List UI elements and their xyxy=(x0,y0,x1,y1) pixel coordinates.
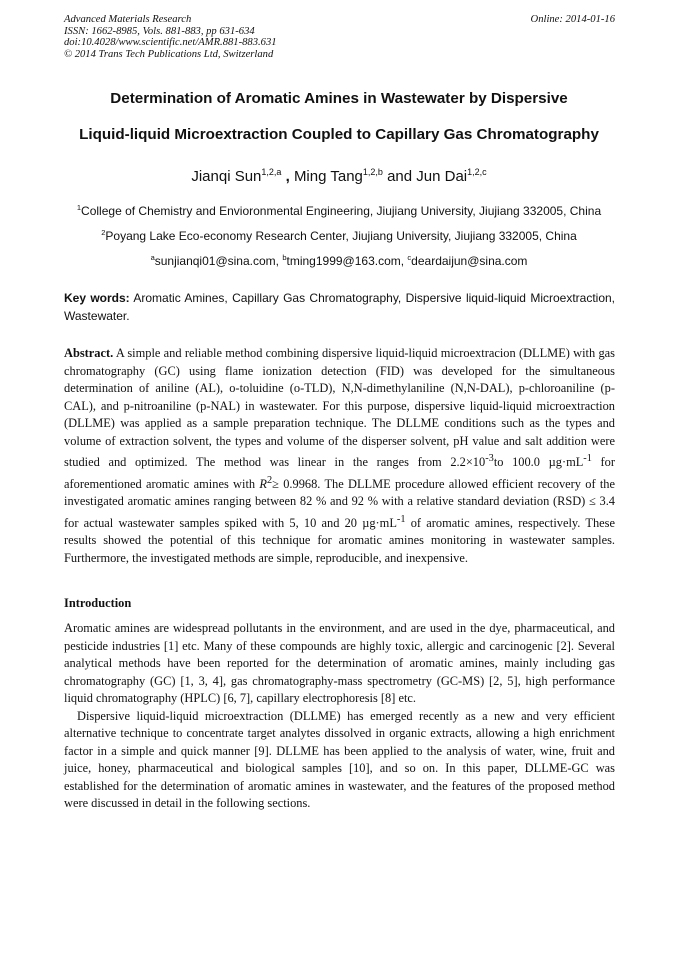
doi-line[interactable]: doi:10.4028/www.scientific.net/AMR.881-883.631 xyxy=(64,37,277,49)
online-date: Online: 2014-01-16 xyxy=(530,14,615,25)
abstract-text: to 100.0 µg·mL xyxy=(493,455,584,470)
introduction-body xyxy=(64,620,615,813)
author-name: Jianqi Sun xyxy=(191,168,262,185)
journal-name: Advanced Materials Research xyxy=(64,14,192,25)
email-address[interactable]: sunjianqi01@sina.com xyxy=(154,254,276,268)
affiliation-text: Poyang Lake Eco-economy Research Center, Jiujiang University, Jiujiang 332005, China xyxy=(105,229,577,243)
exponent: -3 xyxy=(485,453,494,464)
keywords-block xyxy=(64,290,615,325)
copyright-line: © 2014 Trans Tech Publications Ltd, Switzerland xyxy=(64,48,274,60)
affiliation-superscript: 1 xyxy=(76,203,82,212)
affiliation-text: College of Chemistry and Envioronmental Engineering, Jiujiang University, Jiujiang 332005, China xyxy=(81,204,602,218)
email-line: $^a$sunjianqi01@sina.com, $^b$tming1999@163.com, $^c$deardaijun@sina.com xyxy=(150,253,528,268)
exponent: -1 xyxy=(396,513,406,525)
author-name: Ming Tang xyxy=(293,168,363,185)
author-list xyxy=(40,167,638,185)
email-superscript: b xyxy=(282,253,287,262)
introduction-heading: Introduction xyxy=(64,596,132,610)
keywords-text: Aromatic Amines, Capillary Gas Chromatography, Dispersive liquid-liquid Microextraction, Wastewater. xyxy=(64,291,616,323)
affiliation-1 xyxy=(40,203,638,218)
abstract-text: ≥ 0.9968. The DLLME procedure allowed efficient recovery of the investigated aromatic amines ranging between 82 % and 92 % with a relative standard deviation (RSD) ≤ 3.4 for actual wastewater samples spiked with 5, 10 and 20 µg·mL xyxy=(64,476,615,530)
paper-title-line-1: Determination of Aromatic Amines in Wastewater by Dispersive xyxy=(110,90,568,107)
author-superscript: 1,2,a xyxy=(261,167,282,177)
email-address[interactable]: deardaijun@sina.com xyxy=(411,254,528,268)
keywords-label: Key words: xyxy=(64,291,130,305)
author-name: Jun Dai xyxy=(416,168,468,185)
abstract-block xyxy=(64,345,615,567)
exponent: 2 xyxy=(266,474,273,486)
author-superscript: 1,2,b xyxy=(362,167,383,177)
paper-title-line-2: Liquid-liquid Microextraction Coupled to Capillary Gas Chromatography xyxy=(79,126,599,143)
abstract-text: of aromatic amines, respectively. These results showed the potential of this technique for aromatic amines monitoring in wastewater samples. Furthermore, the investigated methods are simple, reproducible, and inexpensive. xyxy=(64,515,615,565)
r-symbol: R xyxy=(259,476,267,491)
journal-header xyxy=(64,14,615,60)
email-superscript: c xyxy=(407,253,412,262)
email-address[interactable]: tming1999@163.com xyxy=(286,254,401,268)
affiliation-superscript: 2 xyxy=(101,228,106,237)
author-separator: , xyxy=(285,168,290,185)
affiliation-2 xyxy=(40,228,638,243)
author-separator: and xyxy=(387,168,413,185)
email-superscript: a xyxy=(150,253,155,262)
abstract-text: for aforementioned aromatic amines with xyxy=(64,455,616,491)
author-superscript: 1,2,c xyxy=(467,167,487,177)
paragraph: Aromatic amines are widespread pollutants in the environment, and are used in the dye, pharmaceutical, and pesticide industries [1] etc. Many of these compounds are highly toxic, allergic and carcinogenic [2]. Several analytical methods have been reported for the determination of aromatic amines, mainly including gas chromatography (GC) [1, 3, 4], gas chromatography-mass spectrometry (GC-MS) [2, 5], high performance liquid chromatography (HPLC) [6, 7], capillary electrophoresis [8] etc. xyxy=(64,621,615,705)
paragraph: Dispersive liquid-liquid microextraction (DLLME) has emerged recently as a new and very efficient alternative technique to concentrate target analytes dissolved in organic extracts, allowing a high enrichment factor in a simple and quick manner [9]. DLLME has been applied to the analysis of water, wine, fruit and juice, honey, pharmaceutical and biological samples [10], and so on. In this paper, DLLME-GC was established for the determination of aromatic amines in wastewater, and the features of the proposed method were discussed in detail in the following sections. xyxy=(64,708,615,810)
exponent: -1 xyxy=(583,453,592,464)
issn-line: ISSN: 1662-8985, Vols. 881-883, pp 631-634 xyxy=(64,25,255,37)
abstract-text: A simple and reliable method combining dispersive liquid-liquid microextracion (DLLME) with gas chromatography (GC) using flame ionization detection (FID) was developed for the simultaneous determination of aniline (AL), o-toluidine (o-TLD), N,N-dimethylaniline (N,N-DAL), p-chloroaniline (p-CAL), and p-nitroaniline (p-NAL) in wastewater. For this purpose, dispersive liquid-liquid microextraction (DLLME) was applied as a sample preparation technique. The DLLME conditions such as the types and volume of extraction solvent, the types and volume of the disperser solvent, pH value and salt addition were studied and optimized. The method was linear in the ranges from 2.2×10 xyxy=(64,346,615,470)
abstract-label: Abstract. xyxy=(64,346,114,360)
